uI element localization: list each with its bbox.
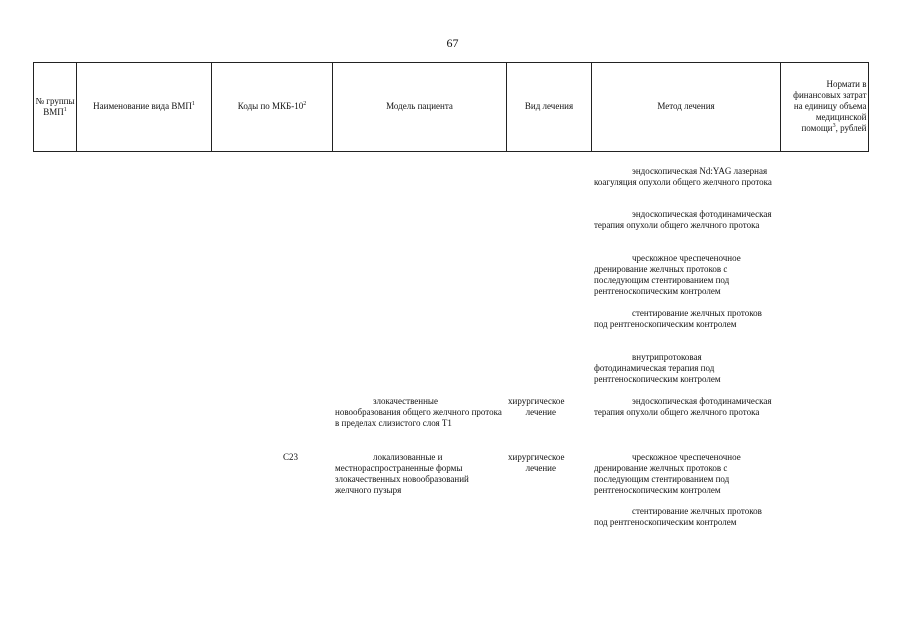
header-vmp-name: Наименование вида ВМП$^1$	[93, 101, 195, 111]
treatment-type-text: хирургическое лечение	[508, 452, 565, 473]
method-text: внутрипротоковая фотодинамическая терапия под рентгеноскопическим контролем	[594, 352, 721, 384]
method-text: чрескожное чреспеченочное дренирование желчных протоков с последующим стентированием под рентгеноскопическим контролем	[594, 253, 741, 296]
column-divider	[868, 62, 869, 151]
method-text: эндоскопическая Nd:YAG лазерная коагуляция опухоли общего желчного протока	[594, 166, 772, 187]
header-bottom-border	[33, 151, 869, 152]
patient-model-text: локализованные и местнораспространенные формы злокачественных новообразований желчного пузыря	[335, 452, 469, 495]
header-patient-model: Модель пациента	[386, 101, 453, 111]
treatment-type-text: хирургическое лечение	[508, 396, 565, 417]
patient-model-text: злокачественные новообразования общего желчного протока в пределах слизистого слоя T1	[335, 396, 502, 428]
method-text: эндоскопическая фотодинамическая терапия опухоли общего желчного протока	[594, 396, 772, 417]
header-cost-standard: Нормати в финансовых затрат на единицу объема медицинской помощи$^3$, рублей	[793, 79, 867, 133]
method-text: стентирование желчных протоков под рентгеноскопическим контролем	[594, 308, 762, 329]
icd-code-text: C23	[283, 452, 299, 462]
method-text: чрескожное чреспеченочное дренирование желчных протоков с последующим стентированием под рентгеноскопическим контролем	[594, 452, 741, 495]
header-treatment-type: Вид лечения	[524, 101, 574, 111]
header-group-number: № группы ВМП$^1$	[35, 95, 75, 117]
page-number: 67	[446, 36, 459, 50]
header-treatment-method: Метод лечения	[657, 101, 715, 111]
method-text: эндоскопическая фотодинамическая терапия опухоли общего желчного протока	[594, 209, 772, 230]
method-text: стентирование желчных протоков под рентгеноскопическим контролем	[594, 506, 762, 527]
header-icd-codes: Коды по МКБ-$10^2$	[237, 101, 307, 111]
